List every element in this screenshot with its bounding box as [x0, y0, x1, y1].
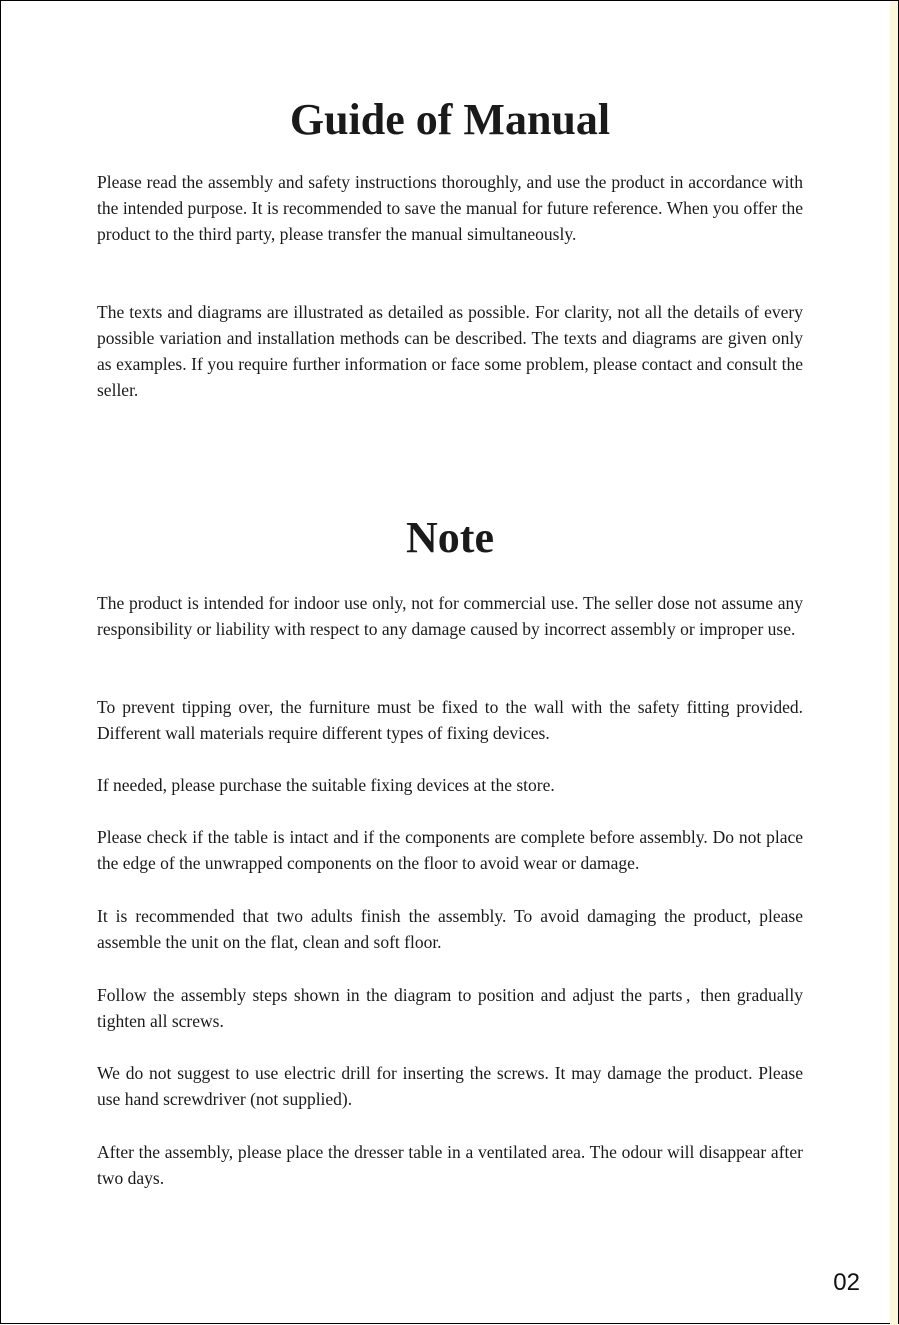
note-paragraph-3: If needed, please purchase the suitable fixing devices at the store.: [97, 775, 555, 795]
note-paragraph-4: Please check if the table is intact and if the components are complete before assembly. Do not place the edge of the unwrapped components on the floor to avoid wear or damage.: [97, 827, 803, 873]
note-paragraph-5: It is recommended that two adults finish the assembly. To avoid damaging the product, please assemble the unit on the flat, clean and soft floor.: [97, 906, 803, 952]
note-paragraph-7: We do not suggest to use electric drill for inserting the screws. It may damage the product. Please use hand screwdriver (not supplied).: [97, 1063, 803, 1109]
guide-paragraph-1: Please read the assembly and safety instructions thoroughly, and use the product in accordance with the intended purpose. It is recommended to save the manual for future reference. When you offer the product to the third party, please transfer the manual simultaneously.: [97, 172, 803, 244]
guide-paragraph-2: The texts and diagrams are illustrated as detailed as possible. For clarity, not all the details of every possible variation and installation methods can be described. The texts and diagrams are given only as examples. If you require further information or face some problem, please contact and consult the seller.: [97, 302, 803, 400]
guide-title: Guide of Manual: [289, 95, 611, 144]
page-edge-strip: [890, 1, 898, 1325]
note-paragraph-2: To prevent tipping over, the furniture must be fixed to the wall with the safety fitting provided. Different wall materials require different types of fixing devices.: [97, 697, 803, 743]
note-paragraph-8: After the assembly, please place the dresser table in a ventilated area. The odour will disappear after two days.: [97, 1142, 803, 1188]
page-number: 02: [833, 1269, 860, 1296]
note-title: Note: [406, 513, 494, 562]
note-paragraph-6: Follow the assembly steps shown in the diagram to position and adjust the parts , then gradually tighten all screws.: [97, 985, 803, 1031]
note-paragraph-1: The product is intended for indoor use only, not for commercial use. The seller dose not assume any responsibility or liability with respect to any damage caused by incorrect assembly or improper use.: [97, 593, 803, 639]
